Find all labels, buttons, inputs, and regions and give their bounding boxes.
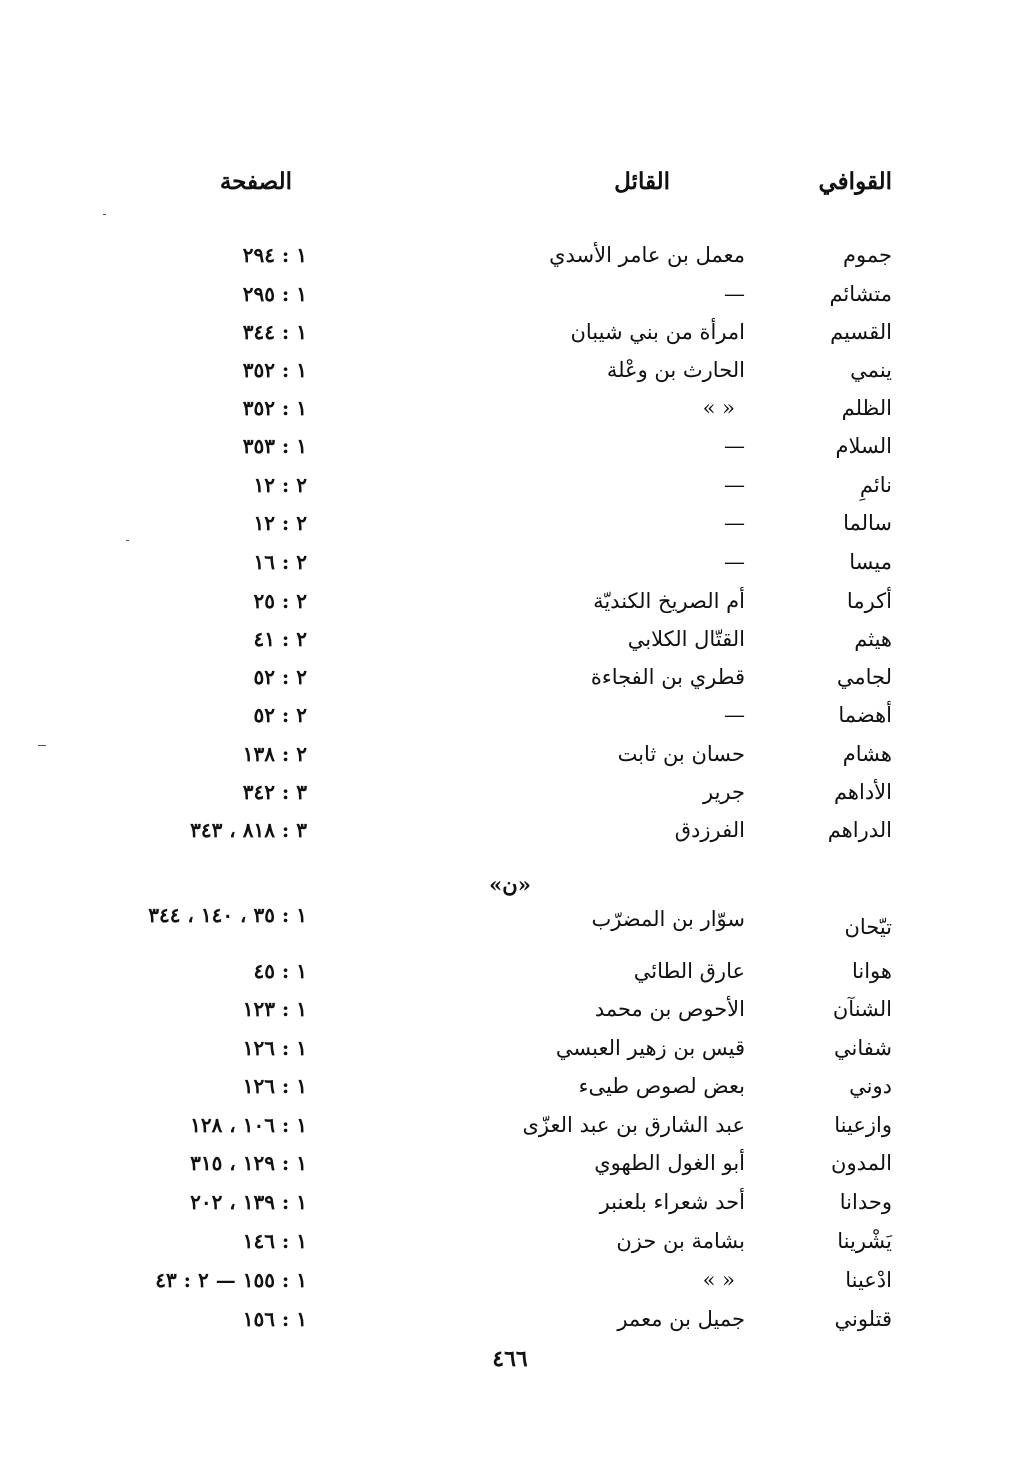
speaker-cell: قيس بن زهير العبسي — [555, 1036, 745, 1060]
page-ref-cell: ١ : ١٠٦ ، ١٢٨ — [190, 1113, 307, 1137]
table-row — [0, 470, 1020, 508]
page-ref-cell: ١ : ٣٥٢ — [242, 396, 307, 420]
table-row — [0, 586, 1020, 624]
rhyme-cell: ميسا — [849, 550, 892, 574]
table-row — [0, 1304, 1020, 1342]
speaker-cell: بشامة بن حزن — [616, 1229, 745, 1253]
rhyme-cell: المدون — [831, 1151, 892, 1175]
rhyme-cell: قتلوني — [834, 1307, 892, 1331]
page-ref-cell: ١ : ١٣٩ ، ٢٠٢ — [190, 1190, 307, 1214]
header-speaker: القائل — [614, 168, 670, 195]
speaker-ditto-cell: « » — [702, 1268, 735, 1292]
speaker-cell: — — [724, 473, 745, 497]
table-row — [0, 956, 1020, 994]
page-ref-cell: ١ : ١٥٥ — ٢ : ٤٣ — [155, 1268, 307, 1292]
table-row — [0, 279, 1020, 317]
rhyme-cell: الدراهم — [827, 818, 892, 842]
page-ref-cell: ١ : ١٤٦ — [242, 1229, 307, 1253]
page-ref-cell: ١ : ١٢٩ ، ٣١٥ — [190, 1151, 307, 1175]
speaker-cell: — — [724, 703, 745, 727]
rhyme-cell: القسيم — [830, 320, 892, 344]
page-ref-cell: ١ : ١٢٦ — [242, 1036, 307, 1060]
table-row — [0, 994, 1020, 1032]
scan-speck — [126, 540, 129, 541]
page-ref-cell: ٢ : ١٢ — [253, 511, 307, 535]
rhyme-cell: هشام — [842, 742, 892, 766]
table-row — [0, 1148, 1020, 1186]
table-row — [0, 317, 1020, 355]
rhyme-cell: تيّحان — [844, 915, 892, 939]
table-row — [0, 508, 1020, 546]
speaker-cell: الأحوص بن محمد — [594, 997, 745, 1021]
speaker-cell: — — [724, 550, 745, 574]
rhyme-cell: ادْعينا — [845, 1268, 892, 1292]
speaker-cell: حسان بن ثابت — [617, 742, 745, 766]
table-row — [0, 1187, 1020, 1225]
table-row — [0, 1033, 1020, 1071]
page-ref-cell: ٢ : ١٣٨ — [242, 742, 307, 766]
rhyme-cell: جموم — [843, 243, 892, 267]
page-ref-cell: ١ : ٤٥ — [253, 959, 307, 983]
table-row — [0, 624, 1020, 662]
page-ref-cell: ١ : ٣٥٣ — [242, 434, 307, 458]
scan-speck — [103, 214, 106, 215]
rhyme-cell: متشائم — [829, 282, 892, 306]
speaker-ditto-cell: « » — [702, 396, 735, 420]
page-ref-cell: ٢ : ٤١ — [253, 627, 307, 651]
rhyme-cell: الظلم — [841, 396, 892, 420]
table-row — [0, 547, 1020, 585]
speaker-cell: جرير — [703, 780, 745, 804]
speaker-cell: معمل بن عامر الأسدي — [549, 243, 745, 267]
rhyme-cell: السلام — [835, 434, 892, 458]
page-ref-cell: ٢ : ٥٢ — [253, 665, 307, 689]
table-row — [0, 1071, 1020, 1109]
table-row — [0, 1226, 1020, 1264]
table-row — [0, 662, 1020, 700]
speaker-cell: عارق الطائي — [633, 959, 745, 983]
page-ref-cell: ٢ : ١٢ — [253, 473, 307, 497]
speaker-cell: أحد شعراء بلعنبر — [599, 1190, 745, 1214]
table-row — [0, 1265, 1020, 1303]
page-ref-cell: ١ : ٣٥٢ — [242, 358, 307, 382]
speaker-cell: جميل بن معمر — [617, 1307, 745, 1331]
page-ref-cell: ١ : ٢٩٤ — [242, 243, 307, 267]
speaker-cell: امرأة من بني شيبان — [570, 320, 745, 344]
page-ref-cell: ١ : ٣٤٤ — [242, 320, 307, 344]
table-row — [0, 777, 1020, 815]
table-row — [0, 1110, 1020, 1148]
rhyme-cell: لجامي — [836, 665, 892, 689]
rhyme-cell: دوني — [849, 1074, 892, 1098]
page-ref-cell: ٣ : ٨١٨ ، ٣٤٣ — [190, 818, 307, 842]
page-ref-cell: ١ : ١٥٦ — [242, 1307, 307, 1331]
page-ref-cell: ١ : ٢٩٥ — [242, 282, 307, 306]
speaker-cell: سوّار بن المضرّب — [591, 907, 745, 931]
table-row — [0, 739, 1020, 777]
rhyme-cell: هوانا — [851, 959, 892, 983]
page-ref-cell: ١ : ٣٥ ، ١٤٠ ، ٣٤٤ — [148, 903, 307, 927]
speaker-cell: الحارث بن وعْلة — [606, 358, 745, 382]
rhyme-cell: نائمِ — [859, 473, 892, 497]
rhyme-cell: الأداهم — [833, 780, 892, 804]
table-row — [0, 904, 1020, 952]
page-ref-cell: ١ : ١٢٦ — [242, 1074, 307, 1098]
speaker-cell: — — [724, 511, 745, 535]
rhyme-cell: هيثم — [854, 627, 892, 651]
speaker-cell: الفرزدق — [674, 818, 745, 842]
rhyme-cell: وازعينا — [834, 1113, 892, 1137]
table-row — [0, 700, 1020, 738]
page-number: ٤٦٦ — [492, 1346, 528, 1372]
table-row — [0, 815, 1020, 853]
speaker-cell: القتّال الكلابي — [627, 627, 745, 651]
rhyme-cell: سالما — [843, 511, 892, 535]
rhyme-cell: أكرما — [846, 589, 892, 613]
page-ref-cell: ١ : ١٢٣ — [242, 997, 307, 1021]
rhyme-cell: الشنآن — [832, 997, 892, 1021]
speaker-cell: عبد الشارق بن عبد العزّى — [522, 1113, 745, 1137]
speaker-cell: قطري بن الفجاءة — [590, 665, 745, 689]
table-row — [0, 355, 1020, 393]
table-row — [0, 431, 1020, 469]
rhyme-cell: أهضما — [838, 703, 892, 727]
scan-speck — [38, 745, 46, 746]
rhyme-cell: ينمي — [850, 358, 892, 382]
table-row — [0, 240, 1020, 278]
speaker-cell: — — [724, 282, 745, 306]
page-ref-cell: ٣ : ٣٤٢ — [242, 780, 307, 804]
speaker-cell: بعض لصوص طيىء — [578, 1074, 745, 1098]
header-page: الصفحة — [219, 168, 292, 195]
speaker-cell: أبو الغول الطهوي — [594, 1151, 745, 1175]
rhyme-cell: يَشْرينا — [837, 1229, 892, 1253]
page-ref-cell: ٢ : ٢٥ — [253, 589, 307, 613]
rhyme-cell: وحدانا — [839, 1190, 892, 1214]
page-ref-cell: ٢ : ٥٢ — [253, 703, 307, 727]
rhyme-cell: شفاني — [834, 1036, 892, 1060]
speaker-cell: — — [724, 434, 745, 458]
header-rhymes: القوافي — [818, 168, 892, 195]
speaker-cell: أم الصريخ الكنديّة — [593, 589, 745, 613]
page-ref-cell: ٢ : ١٦ — [253, 550, 307, 574]
table-row — [0, 393, 1020, 431]
section-heading-nun: «ن» — [489, 872, 531, 897]
